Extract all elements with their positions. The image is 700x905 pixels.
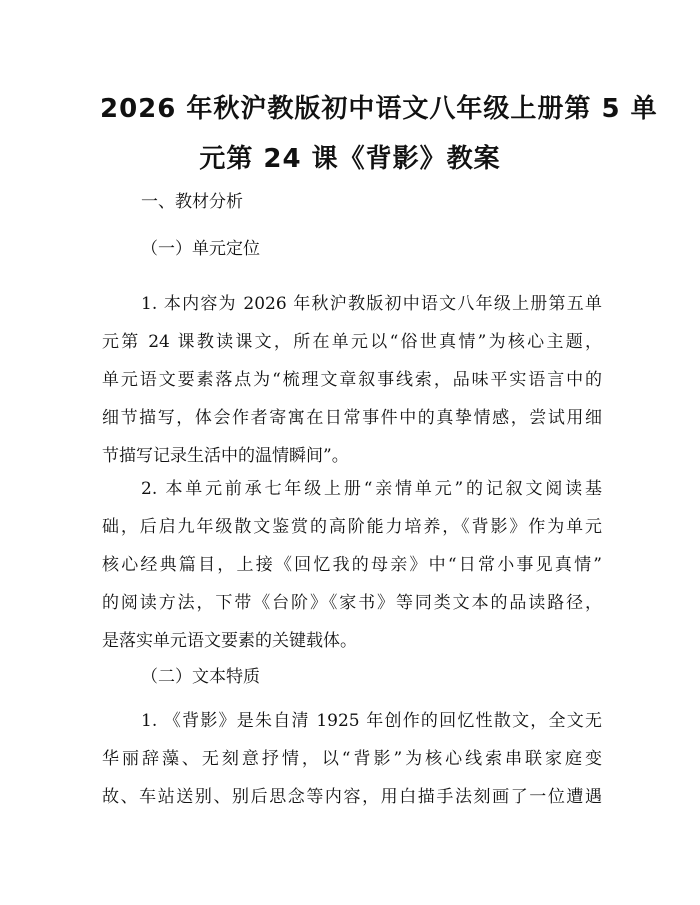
paragraph-line: 1. 本内容为 2026 年秋沪教版初中语文八年级上册第五单 [141, 294, 602, 314]
title-line-1: 2026 年秋沪教版初中语文八年级上册第 5 单 [100, 94, 658, 124]
paragraph-line: 故、车站送别、别后思念等内容，用白描手法刻画了一位遭遇 [102, 787, 602, 807]
paragraph-line: 的阅读方法，下带《台阶》《家书》等同类文本的品读路径， [102, 593, 602, 613]
subsection-heading-unit-position: （一）单元定位 [141, 239, 260, 259]
subsection-heading-text-features: （二）文本特质 [141, 667, 260, 687]
paragraph-unit-position-1 [102, 285, 602, 475]
paragraph-line: 细节描写，体会作者寄寓在日常事件中的真挚情感，尝试用细 [102, 408, 602, 428]
paragraph-line: 1. 《背影》是朱自清 1925 年创作的回忆性散文，全文无 [141, 711, 602, 731]
document-title [100, 84, 658, 184]
paragraph-line: 华丽辞藻、无刻意抒情，以“背影”为核心线索串联家庭变 [102, 749, 602, 769]
paragraph-line: 础，后启九年级散文鉴赏的高阶能力培养，《背影》作为单元 [102, 517, 602, 537]
paragraph-text-features-1 [102, 702, 602, 816]
paragraph-line: 节描写记录生活中的温情瞬间”。 [102, 446, 349, 466]
paragraph-line: 2. 本单元前承七年级上册“亲情单元”的记叙文阅读基 [141, 479, 602, 499]
section-heading-textbook-analysis: 一、教材分析 [141, 192, 243, 212]
paragraph-line: 是落实单元语文要素的关键载体。 [102, 631, 357, 651]
paragraph-line: 元第 24 课教读课文，所在单元以“俗世真情”为核心主题， [102, 332, 602, 352]
paragraph-line: 核心经典篇目，上接《回忆我的母亲》中“日常小事见真情” [102, 555, 602, 575]
paragraph-unit-position-2 [102, 470, 602, 660]
paragraph-line: 单元语文要素落点为“梳理文章叙事线索，品味平实语言中的 [102, 370, 602, 390]
title-line-2: 元第 24 课《背影》教案 [199, 144, 501, 174]
